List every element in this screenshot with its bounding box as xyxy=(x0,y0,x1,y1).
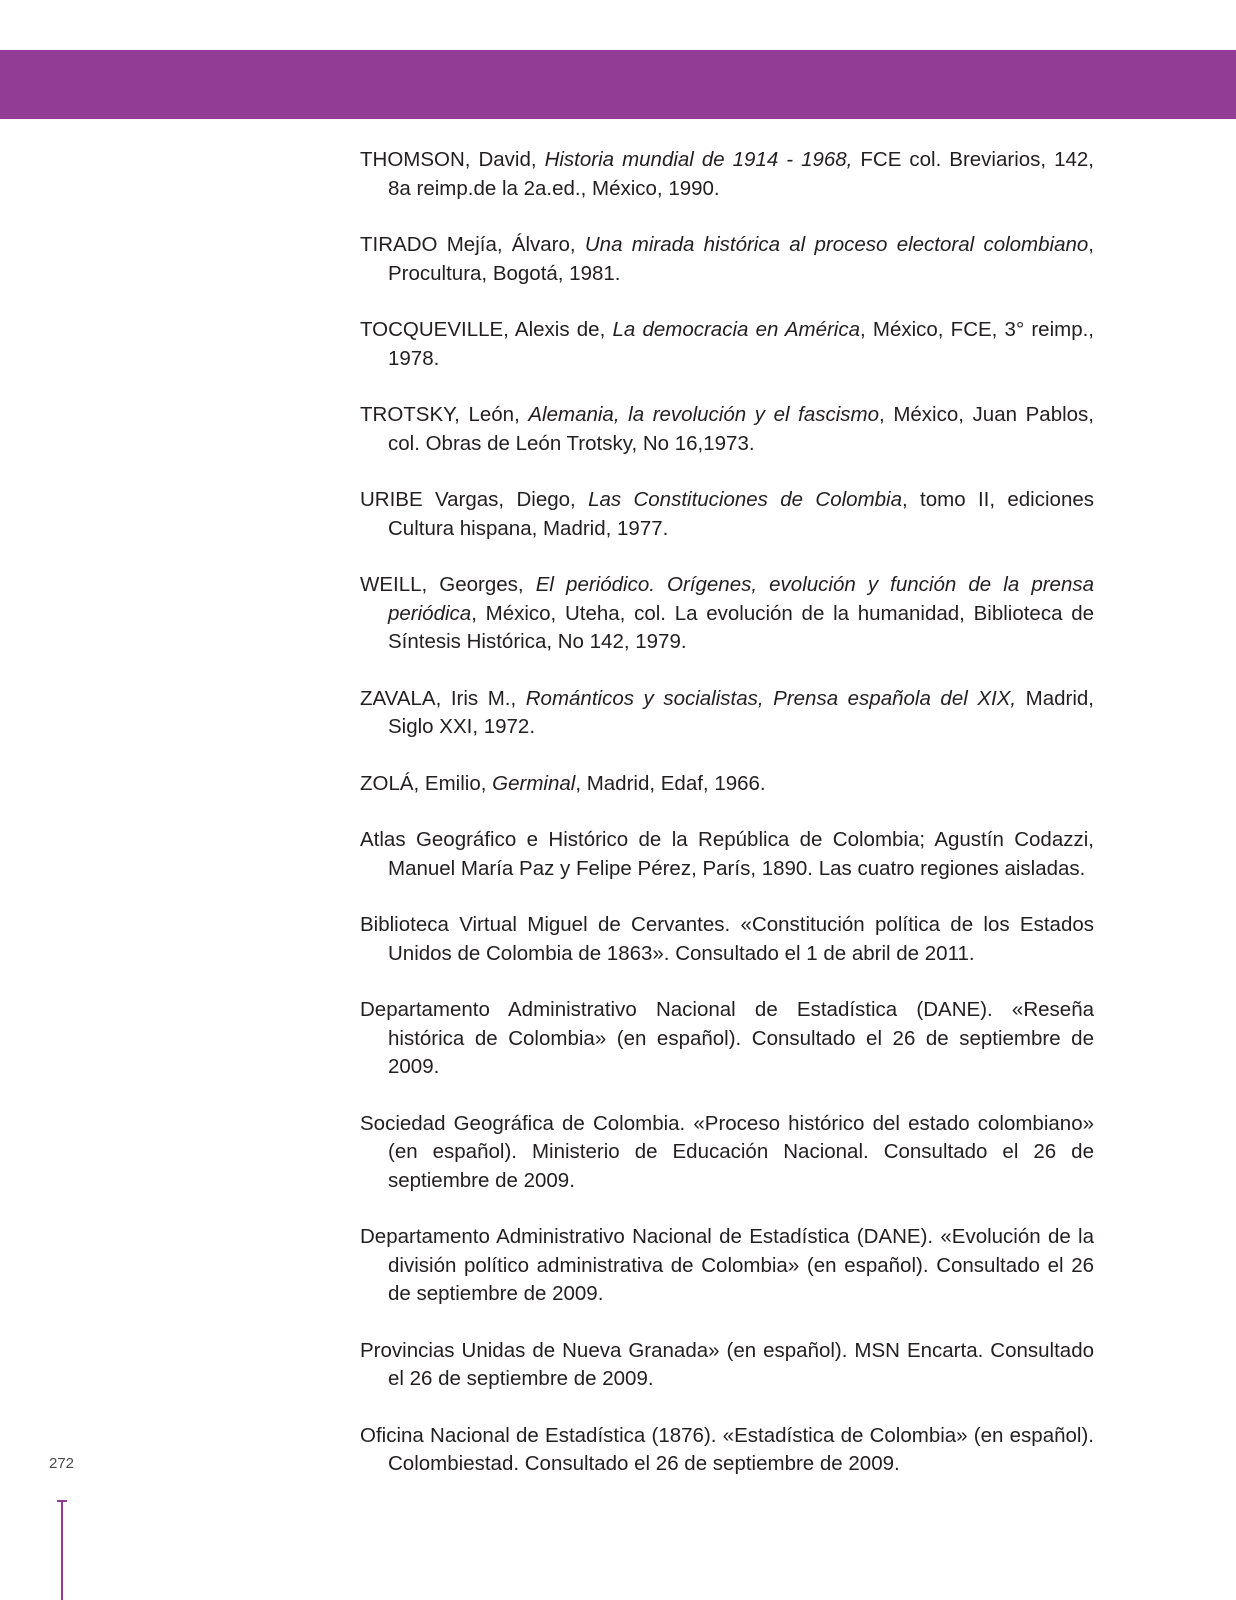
reference-title: La democracia en América xyxy=(612,318,860,341)
margin-rule xyxy=(61,1500,63,1600)
reference-title: Una mirada histórica al proceso electoral colombiano xyxy=(584,233,1089,256)
reference-item xyxy=(360,685,1094,742)
reference-text: Biblioteca Virtual Miguel de Cervantes. «Constitución política de los Estados Unidos de Colombia de 1863». Consultado el 1 de abril de 2011. xyxy=(360,913,1094,965)
reference-author: TOCQUEVILLE, Alexis de, xyxy=(360,318,613,341)
reference-title: El periódico. Orígenes, evolución y función de la prensa periódica xyxy=(388,573,1095,625)
reference-text: Atlas Geográfico e Histórico de la República de Colombia; Agustín Codazzi, Manuel María Paz y Felipe Pérez, París, 1890. Las cuatro regiones aisladas. xyxy=(360,828,1094,880)
reference-title: Historia mundial de 1914 - 1968, xyxy=(544,148,853,171)
page-number: 272 xyxy=(49,1455,75,1472)
reference-item xyxy=(360,316,1094,373)
header-band xyxy=(0,50,1236,119)
reference-list xyxy=(360,146,1094,1507)
reference-author: WEILL, Georges, xyxy=(360,573,536,596)
reference-text: Sociedad Geográfica de Colombia. «Proceso histórico del estado colombiano» (en español). Ministerio de Educación Nacional. Consultado el 26 de septiembre de 2009. xyxy=(360,1111,1094,1192)
reference-text: Departamento Administrativo Nacional de Estadística (DANE). «Reseña histórica de Colombia» (en español). Consultado el 26 de septiembre de 2009. xyxy=(360,998,1094,1078)
reference-author: ZAVALA, Iris M., xyxy=(360,686,526,710)
reference-item xyxy=(360,1422,1094,1479)
reference-item xyxy=(360,571,1094,657)
reference-item xyxy=(360,146,1094,203)
reference-details: , México, FCE, 3° reimp., 1978. xyxy=(388,318,1094,370)
reference-author: TROTSKY, León, xyxy=(360,403,529,426)
reference-title: Románticos y socialistas, Prensa española del XIX, xyxy=(525,686,1017,710)
reference-details: , tomo II, ediciones Cultura hispana, Madrid, 1977. xyxy=(388,488,1094,540)
reference-item xyxy=(360,1337,1094,1394)
reference-item xyxy=(360,911,1094,968)
reference-item xyxy=(360,486,1094,543)
reference-item xyxy=(360,770,1094,799)
reference-item xyxy=(360,996,1094,1082)
reference-details: , Procultura, Bogotá, 1981. xyxy=(388,233,1094,285)
reference-item xyxy=(360,401,1094,458)
reference-item xyxy=(360,231,1094,288)
reference-author: URIBE Vargas, Diego, xyxy=(360,488,589,511)
reference-details: , México, Juan Pablos, col. Obras de León Trotsky, No 16,1973. xyxy=(388,403,1094,455)
reference-item xyxy=(360,1110,1094,1196)
reference-text: Departamento Administrativo Nacional de Estadística (DANE). «Evolución de la división político administrativa de Colombia» (en español). Consultado el 26 de septiembre de 2009. xyxy=(360,1225,1094,1305)
reference-details: Madrid, Siglo XXI, 1972. xyxy=(388,686,1094,738)
reference-author: ZOLÁ, Emilio, xyxy=(360,771,493,795)
reference-details: , México, Uteha, col. La evolución de la humanidad, Biblioteca de Síntesis Histórica, No 142, 1979. xyxy=(388,601,1094,653)
reference-author: TIRADO Mejía, Álvaro, xyxy=(360,233,585,256)
reference-text: Provincias Unidas de Nueva Granada» (en español). MSN Encarta. Consultado el 26 de septiembre de 2009. xyxy=(360,1338,1094,1390)
reference-details: FCE col. Breviarios, 142, 8a reimp.de la 2a.ed., México, 1990. xyxy=(388,148,1094,200)
reference-item xyxy=(360,826,1094,883)
reference-details: , Madrid, Edaf, 1966. xyxy=(575,771,766,795)
reference-title: Alemania, la revolución y el fascismo xyxy=(528,403,880,426)
reference-author: THOMSON, David, xyxy=(360,148,545,171)
reference-title: Las Constituciones de Colombia xyxy=(588,488,902,511)
reference-text: Oficina Nacional de Estadística (1876). «Estadística de Colombia» (en español). Colombiestad. Consultado el 26 de septiembre de 2009. xyxy=(360,1423,1094,1475)
reference-item xyxy=(360,1223,1094,1309)
reference-title: Germinal xyxy=(492,771,576,795)
